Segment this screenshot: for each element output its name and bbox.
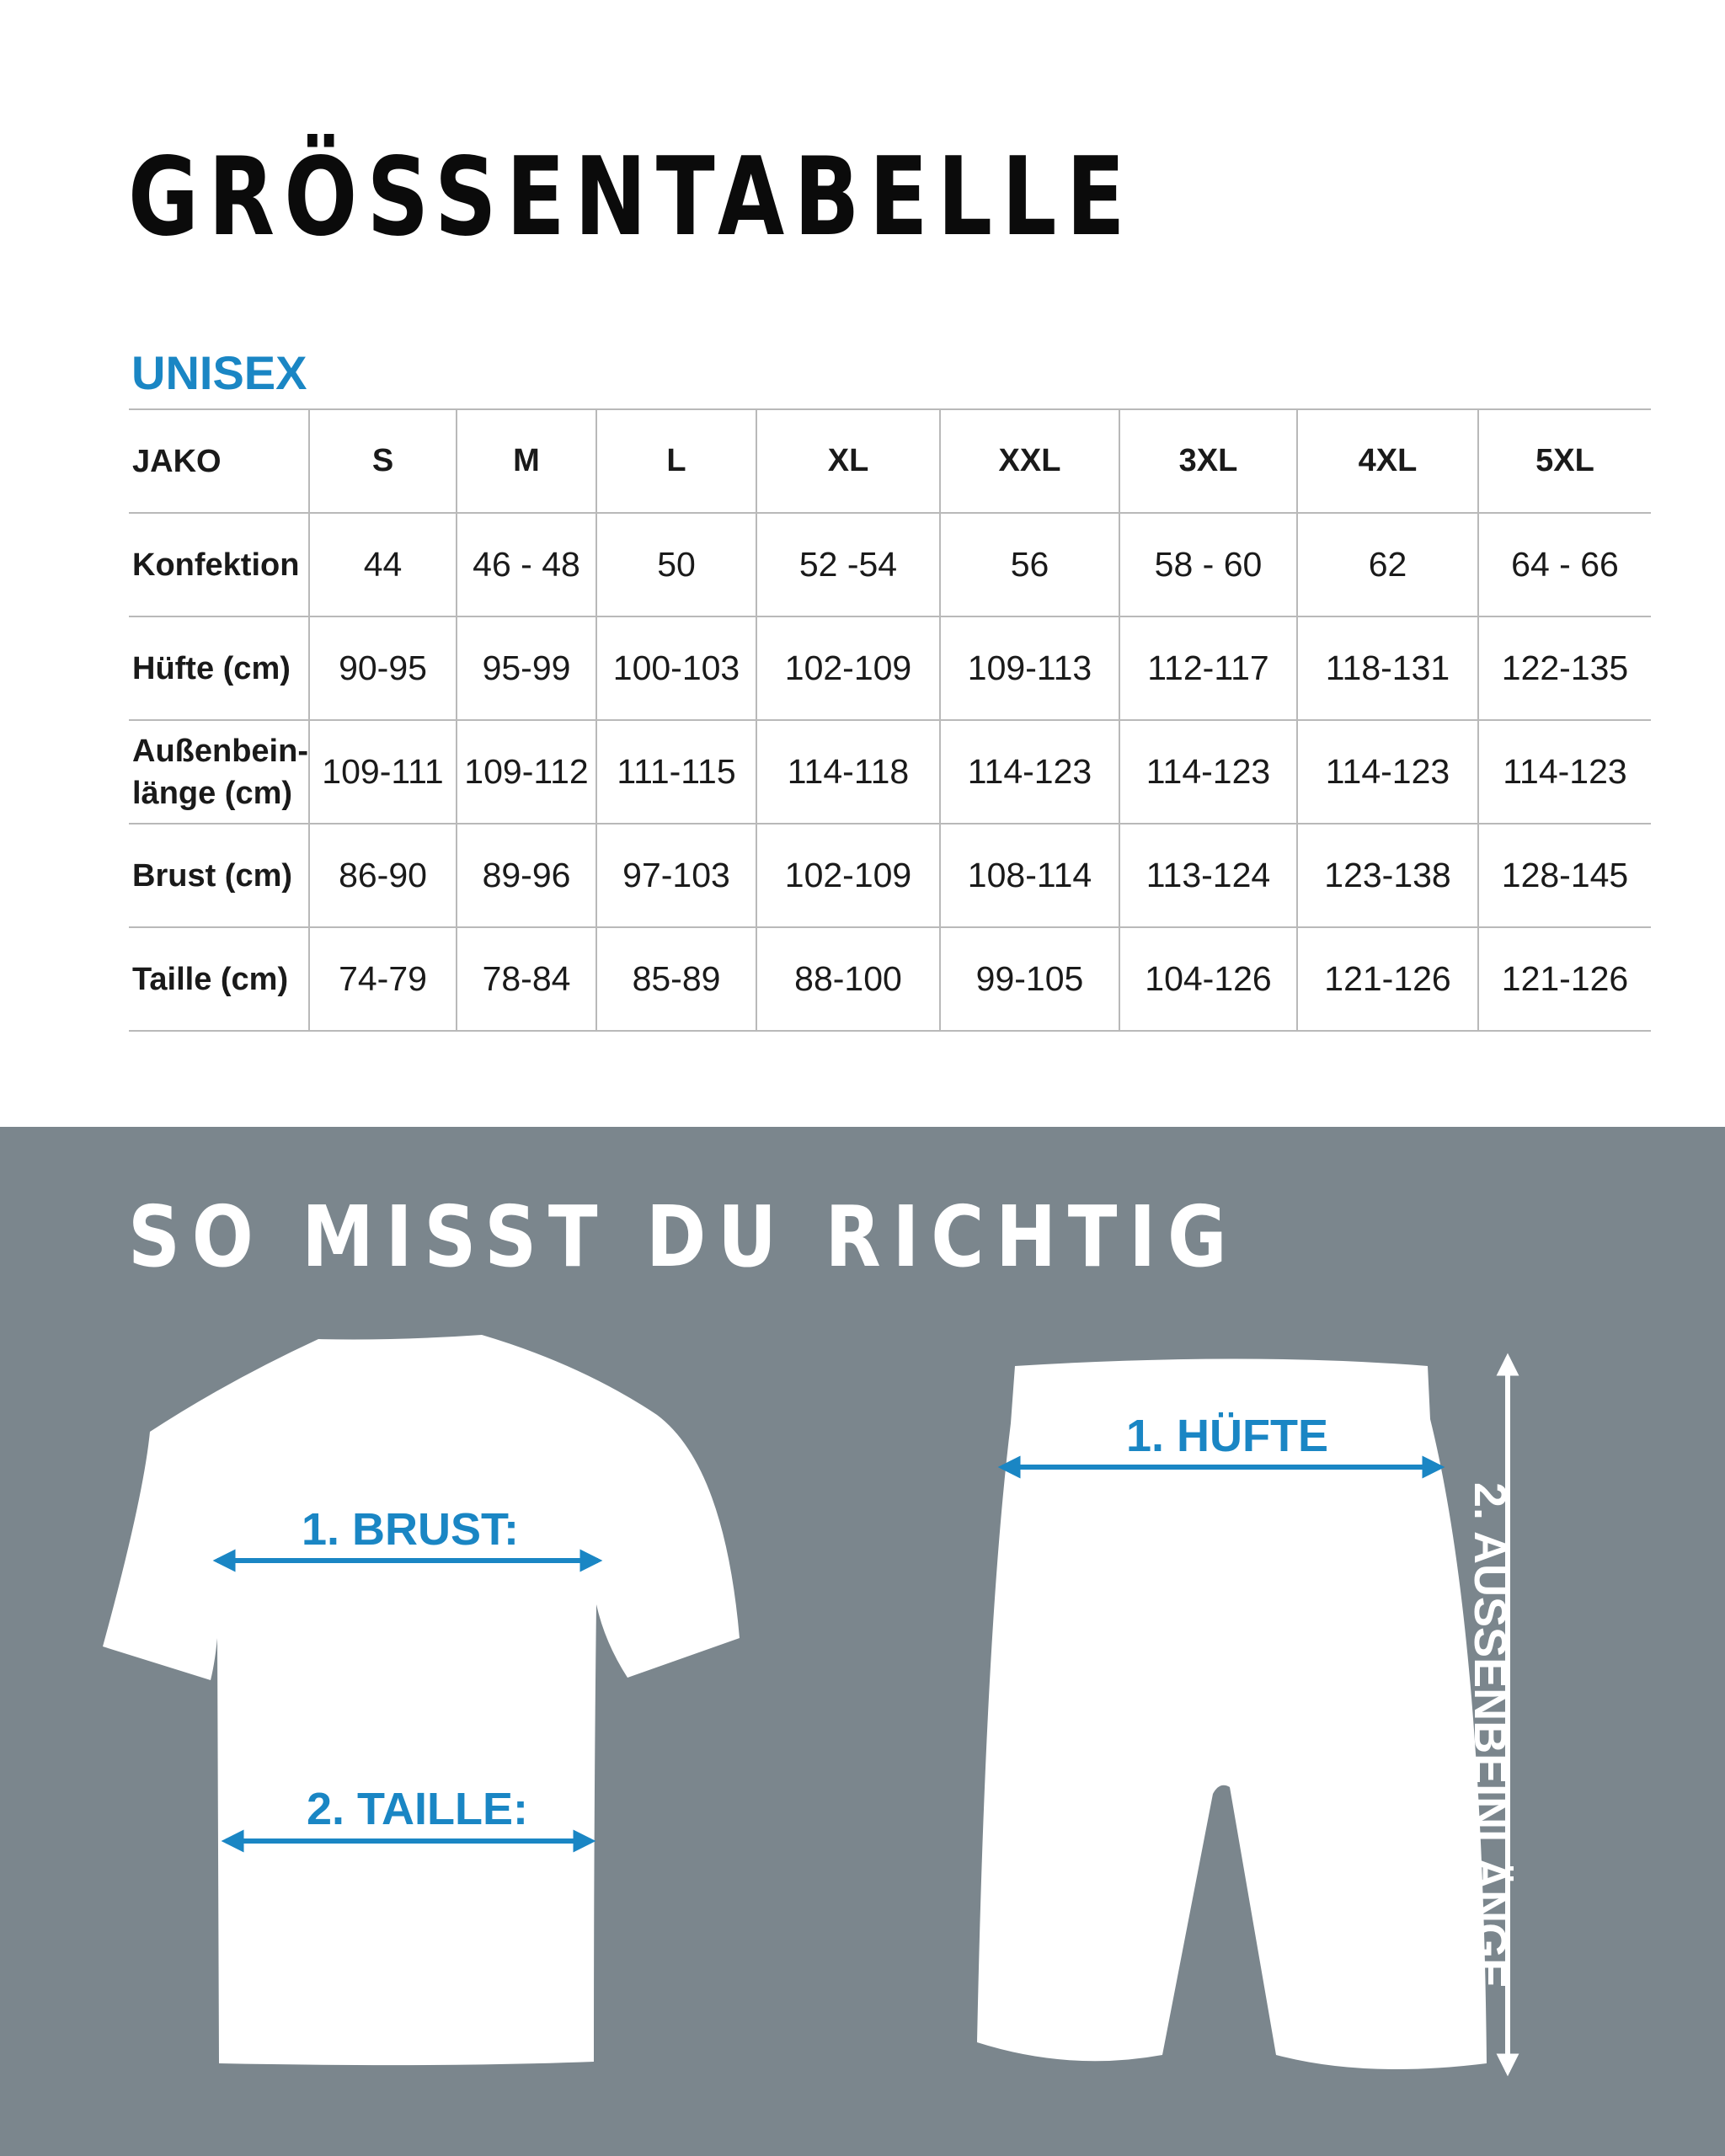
- table-cell: 109-113: [940, 616, 1119, 720]
- table-cell: 123-138: [1297, 824, 1478, 927]
- table-cell: 44: [309, 513, 457, 616]
- header-size-cell: M: [457, 409, 596, 513]
- table-cell: 97-103: [596, 824, 756, 927]
- section-label-unisex: UNISEX: [131, 346, 307, 399]
- table-cell: 50: [596, 513, 756, 616]
- table-cell: 113-124: [1119, 824, 1297, 927]
- tshirt-icon: [103, 1335, 740, 2065]
- page-title: GRÖSSENTABELLE: [128, 135, 1135, 260]
- header-size-cell: S: [309, 409, 457, 513]
- measure-guide-title: SO MISST DU RICHTIG: [128, 1187, 1239, 1286]
- table-cell: 121-126: [1478, 927, 1651, 1031]
- table-cell: 109-111: [309, 720, 457, 824]
- table-cell: 109-112: [457, 720, 596, 824]
- table-cell: 128-145: [1478, 824, 1651, 927]
- header-size-cell: 3XL: [1119, 409, 1297, 513]
- waist-label: 2. TAILLE:: [307, 1784, 528, 1834]
- header-size-cell: XL: [756, 409, 940, 513]
- table-cell: 111-115: [596, 720, 756, 824]
- table-cell: 58 - 60: [1119, 513, 1297, 616]
- header-size-cell: L: [596, 409, 756, 513]
- table-cell: 114-123: [1297, 720, 1478, 824]
- header-size-cell: 5XL: [1478, 409, 1651, 513]
- table-cell: 114-123: [1119, 720, 1297, 824]
- table-cell: 114-123: [1478, 720, 1651, 824]
- table-cell: 121-126: [1297, 927, 1478, 1031]
- row-label: Konfektion: [129, 513, 309, 616]
- hip-label: 1. HÜFTE: [1126, 1411, 1329, 1461]
- chest-label: 1. BRUST:: [302, 1504, 520, 1555]
- row-label: Brust (cm): [129, 824, 309, 927]
- header-brand-cell: JAKO: [129, 409, 309, 513]
- table-cell: 86-90: [309, 824, 457, 927]
- table-cell: 88-100: [756, 927, 940, 1031]
- outseam-label: 2. AUSSENBEINLÄNGE: [1465, 1482, 1515, 1989]
- row-label: Hüfte (cm): [129, 616, 309, 720]
- header-size-cell: 4XL: [1297, 409, 1478, 513]
- table-cell: 89-96: [457, 824, 596, 927]
- table-cell: 62: [1297, 513, 1478, 616]
- table-cell: 112-117: [1119, 616, 1297, 720]
- table-cell: 99-105: [940, 927, 1119, 1031]
- table-cell: 46 - 48: [457, 513, 596, 616]
- table-cell: 85-89: [596, 927, 756, 1031]
- table-cell: 108-114: [940, 824, 1119, 927]
- table-cell: 102-109: [756, 616, 940, 720]
- table-cell: 122-135: [1478, 616, 1651, 720]
- table-cell: 64 - 66: [1478, 513, 1651, 616]
- table-cell: 78-84: [457, 927, 596, 1031]
- table-cell: 95-99: [457, 616, 596, 720]
- table-cell: 104-126: [1119, 927, 1297, 1031]
- table-cell: 90-95: [309, 616, 457, 720]
- table-cell: 114-118: [756, 720, 940, 824]
- row-label: Außenbein- länge (cm): [129, 720, 309, 824]
- table-cell: 118-131: [1297, 616, 1478, 720]
- table-cell: 100-103: [596, 616, 756, 720]
- table-cell: 114-123: [940, 720, 1119, 824]
- table-cell: 102-109: [756, 824, 940, 927]
- header-size-cell: XXL: [940, 409, 1119, 513]
- row-label: Taille (cm): [129, 927, 309, 1031]
- table-cell: 52 -54: [756, 513, 940, 616]
- table-cell: 56: [940, 513, 1119, 616]
- table-cell: 74-79: [309, 927, 457, 1031]
